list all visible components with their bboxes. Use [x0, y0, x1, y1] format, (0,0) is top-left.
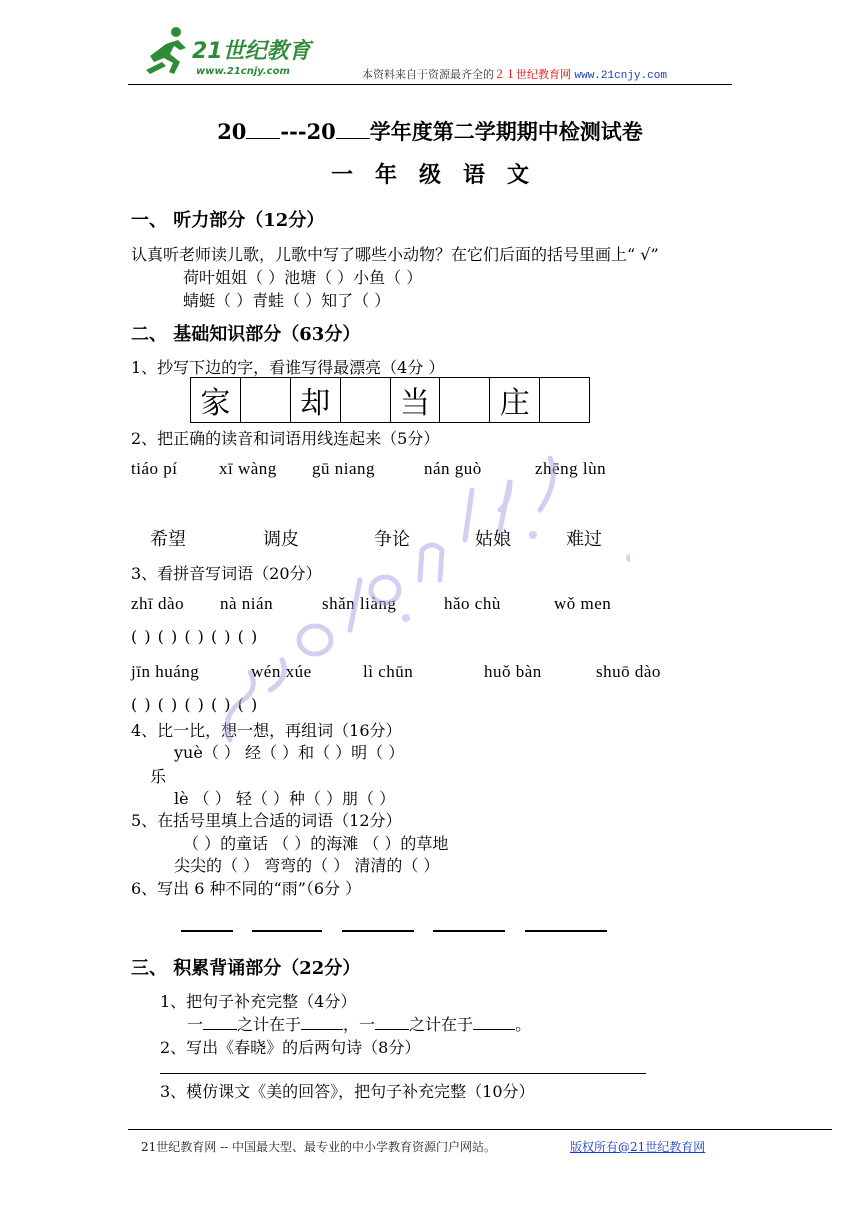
header-url-link[interactable]: www.21cnjy.com — [574, 70, 667, 82]
q2-word-1: 希望 — [150, 529, 186, 550]
section-1-row-1: 荷叶姐姐（ ）池塘（ ）小鱼（ ） — [183, 268, 423, 287]
q1-prompt: 1、抄写下边的字，看谁写得最漂亮（4分 ） — [131, 358, 445, 377]
s3-q1-blank[interactable] — [203, 1013, 237, 1030]
q6-answer-line[interactable] — [342, 930, 414, 932]
q5-prompt: 5、在括号里填上合适的词语（12分） — [131, 811, 402, 830]
grid-cell-blank[interactable] — [241, 378, 291, 422]
q3-pinyin-8: lì chūn — [363, 662, 414, 681]
q2-pinyin-5: zhēng lùn — [535, 459, 607, 478]
q2-pinyin-1: tiáo pí — [131, 459, 178, 478]
s3-q1-part-a: 一 — [187, 1015, 204, 1034]
q3-pinyin-4: hǎo chù — [444, 594, 501, 613]
q2-pinyin-2: xī wàng — [219, 459, 277, 478]
q3-pinyin-7: wén xúe — [251, 662, 312, 681]
grid-cell-blank[interactable] — [540, 378, 589, 422]
q3-pinyin-1: zhī dào — [131, 594, 185, 613]
q2-pinyin-3: gū niang — [312, 459, 376, 478]
q3-blanks-row-2[interactable]: ( ) ( ) ( ) ( ) ( ) — [131, 695, 258, 714]
s3-q1-blank[interactable] — [473, 1013, 515, 1030]
s3-q2-prompt: 2、写出《春晓》的后两句诗（8分） — [160, 1038, 421, 1057]
section-1-heading: 一、 听力部分（12分） — [131, 210, 325, 231]
q3-blanks-row-1[interactable]: ( ) ( ) ( ) ( ) ( ) — [131, 627, 258, 646]
section-2-heading: 二、 基础知识部分（63分） — [131, 324, 361, 345]
s3-q1-blank[interactable] — [375, 1013, 409, 1030]
q4-row-1: yuè（ ） 经（ ）和（ ）明（ ） — [174, 743, 405, 762]
grid-cell-char: 家 — [191, 378, 241, 422]
header-note — [362, 66, 667, 82]
q2-word-3: 争论 — [374, 529, 410, 550]
header-note-prefix: 本资料来自于资源最齐全的 — [362, 68, 494, 81]
q3-pinyin-6: jīn huáng — [131, 662, 200, 681]
q3-pinyin-10: shuō dào — [596, 662, 661, 681]
s3-q1-part-d: 之计在于 — [409, 1015, 474, 1034]
q4-row-2: lè （ ） 轻（ ）种（ ）朋（ ） — [174, 789, 396, 808]
logo-url: www.21cnjy.com — [196, 66, 290, 77]
title-text: 学年度第二学期期中检测试卷 — [369, 119, 643, 144]
page-title — [0, 116, 860, 146]
title-year-start: 20 — [217, 119, 247, 144]
q4-char: 乐 — [150, 767, 167, 786]
s3-q1-part-e: 。 — [515, 1015, 532, 1034]
q5-row-2: 尖尖的（ ） 弯弯的（ ） 清清的（ ） — [174, 856, 440, 875]
copy-grid — [190, 377, 590, 423]
q3-pinyin-2: nà nián — [220, 594, 274, 613]
s3-q1-part-b: 之计在于 — [237, 1015, 302, 1034]
grid-cell-blank[interactable] — [341, 378, 391, 422]
q2-word-4: 姑娘 — [475, 529, 511, 550]
grid-cell-char: 当 — [391, 378, 441, 422]
q2-prompt: 2、把正确的读音和词语用线连起来（5分） — [131, 429, 440, 448]
s3-q1-part-c: ，一 — [343, 1015, 376, 1034]
q2-pinyin-4: nán guò — [424, 459, 482, 478]
q6-answer-line[interactable] — [433, 930, 505, 932]
grid-cell-blank[interactable] — [440, 378, 490, 422]
q4-prompt: 4、比一比，想一想，再组词（16分） — [131, 721, 402, 740]
section-1-row-2: 蜻蜓（ ）青蛙（ ）知了（ ） — [183, 291, 391, 310]
q5-row-1: （ ）的童话 （ ）的海滩 （ ）的草地 — [183, 834, 449, 853]
q3-prompt: 3、看拼音写词语（20分） — [131, 564, 322, 583]
site-logo — [140, 22, 340, 82]
s3-q3-prompt: 3、模仿课文《美的回答》，把句子补充完整（10分） — [160, 1082, 535, 1101]
footer-copyright-link[interactable]: 版权所有@21世纪教育网 — [570, 1140, 706, 1154]
q3-pinyin-3: shǎn liàng — [322, 594, 397, 613]
title-blank-1 — [246, 117, 280, 139]
section-3-heading: 三、 积累背诵部分（22分） — [131, 958, 361, 979]
q3-pinyin-5: wǒ men — [554, 594, 612, 613]
logo-wordmark: 21世纪教育 — [192, 39, 311, 64]
title-year-end: ---20 — [280, 119, 336, 144]
page-subtitle: 一年级语文 — [330, 162, 551, 188]
footer-divider — [128, 1129, 832, 1130]
q2-word-5: 难过 — [566, 529, 602, 550]
q6-answer-line[interactable] — [525, 930, 607, 932]
q6-answer-line[interactable] — [181, 930, 233, 932]
footer-text: 21世纪教育网 -- 中国最大型、最专业的中小学教育资源门户网站。 — [141, 1140, 497, 1154]
s3-q1-prompt: 1、把句子补充完整（4分） — [160, 992, 357, 1011]
title-blank-2 — [336, 117, 370, 139]
grid-cell-char: 却 — [291, 378, 341, 422]
q6-answer-line[interactable] — [252, 930, 322, 932]
section-1-instruction: 认真听老师读儿歌，儿歌中写了哪些小动物？在它们后面的括号里画上“ √” — [131, 245, 659, 264]
s3-q1-sentence — [187, 1012, 531, 1035]
s3-q1-blank[interactable] — [301, 1013, 343, 1030]
grid-cell-char: 庄 — [490, 378, 540, 422]
q6-prompt: 6、写出 6 种不同的“雨”（6分 ） — [131, 879, 362, 898]
q2-word-2: 调皮 — [263, 529, 299, 550]
header-divider — [128, 84, 732, 85]
s3-q2-answer-line[interactable] — [160, 1073, 646, 1074]
q3-pinyin-9: huǒ bàn — [484, 662, 542, 681]
header-brand-link[interactable]: ２１世纪教育网 — [494, 68, 571, 81]
